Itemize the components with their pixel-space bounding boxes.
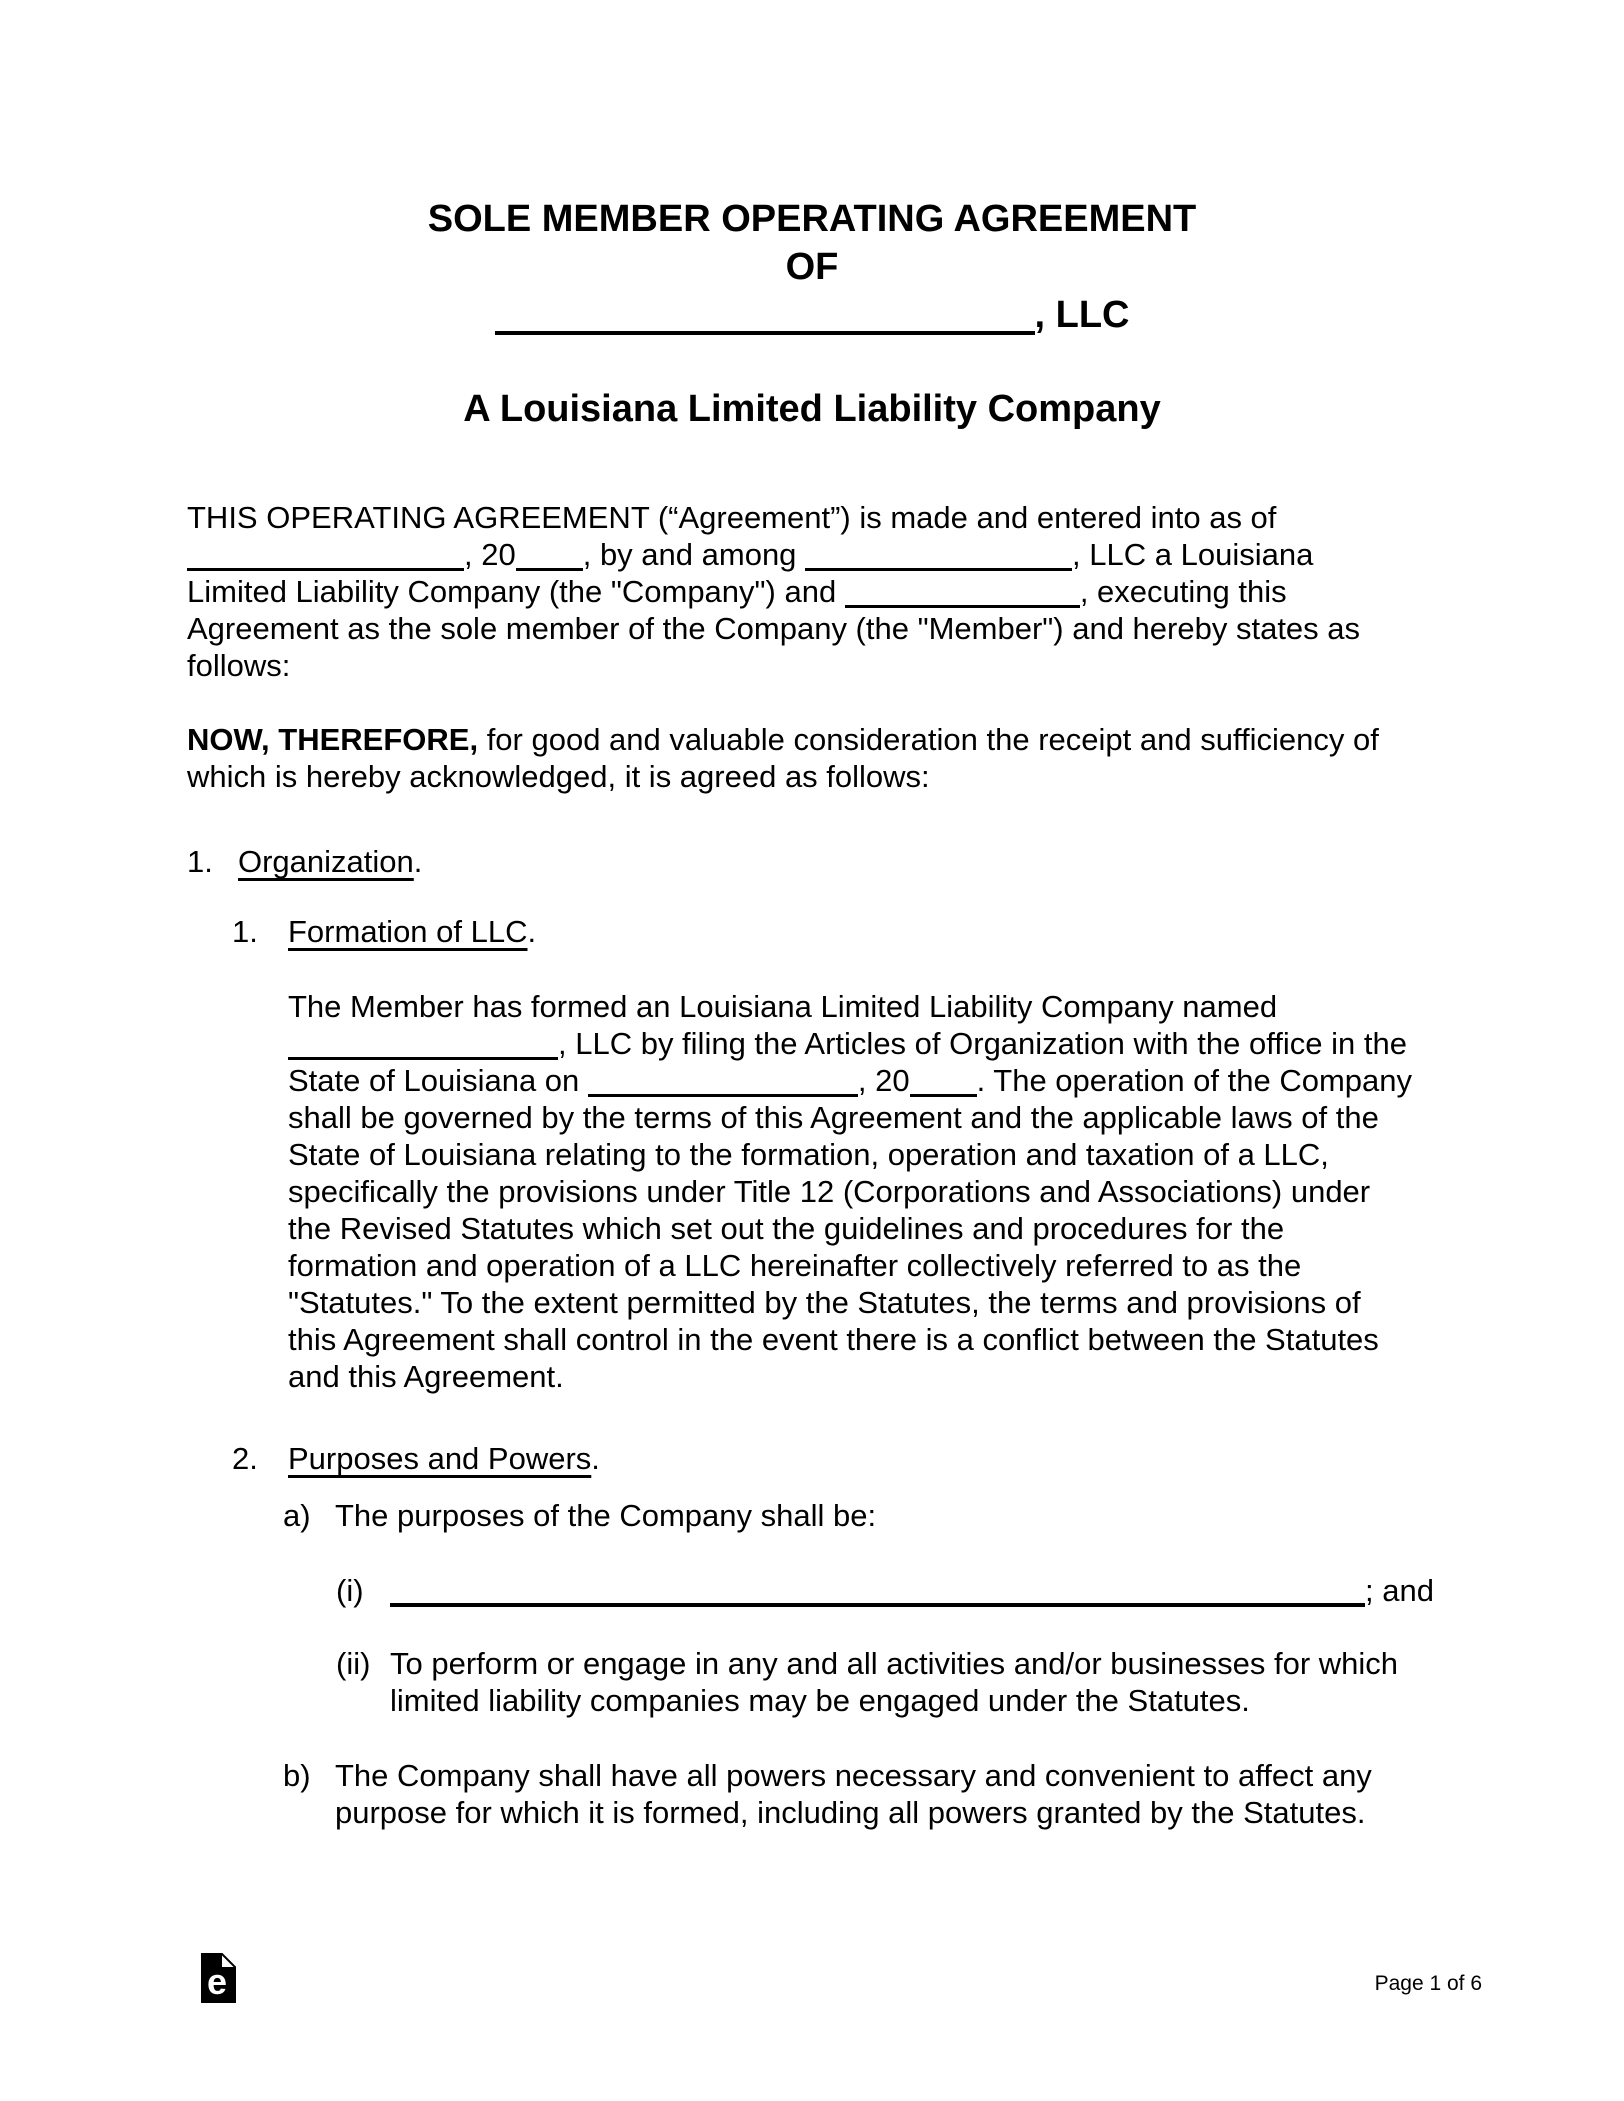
list-item-i-content xyxy=(390,1572,1434,1609)
text-segment: State of Louisiana relating to the formation, operation and taxation of a LLC, xyxy=(288,1137,1329,1172)
text-segment: , LLC xyxy=(1034,294,1130,336)
eforms-document-logo-icon xyxy=(201,1953,236,2003)
text-line xyxy=(187,647,1437,684)
text-segment: shall be governed by the terms of this Agreement and the applicable laws of the xyxy=(288,1100,1379,1135)
text-line xyxy=(288,988,1437,1025)
text-line xyxy=(187,499,1437,536)
text-line xyxy=(187,610,1437,647)
subsection-purposes-heading xyxy=(187,1440,1437,1477)
document-content xyxy=(187,0,1437,1831)
document-title xyxy=(187,195,1437,339)
text-line xyxy=(390,1645,1398,1682)
document-subtitle: A Louisiana Limited Liability Company xyxy=(463,388,1161,430)
section-number: 1. xyxy=(187,844,213,879)
text-line xyxy=(187,573,1437,610)
text-segment: The Company shall have all powers necessary and convenient to affect any xyxy=(335,1758,1372,1793)
text-line xyxy=(335,1757,1372,1794)
text-line xyxy=(288,1062,1437,1099)
list-item-b-content xyxy=(335,1757,1372,1831)
subsection-number: 1. xyxy=(232,914,258,949)
text-segment: Limited Liability Company (the "Company") and xyxy=(187,574,845,609)
text-line xyxy=(288,1247,1437,1284)
section-organization-heading xyxy=(187,843,1437,880)
text-segment: specifically the provisions under Title 12 (Corporations and Associations) under xyxy=(288,1174,1371,1209)
subsection-title: Purposes and Powers. xyxy=(288,1441,600,1476)
text-segment: THIS OPERATING AGREEMENT (“Agreement”) is made and entered into as of xyxy=(187,500,1277,535)
text-segment: "Statutes." To the extent permitted by the Statutes, the terms and provisions of xyxy=(288,1285,1361,1320)
text-line xyxy=(335,1794,1372,1831)
text-segment: Agreement as the sole member of the Company (the "Member") and hereby states as xyxy=(187,611,1361,646)
text-line xyxy=(187,721,1437,758)
now-therefore-paragraph xyxy=(187,721,1437,795)
list-item-ii xyxy=(187,1645,1437,1719)
text-segment: follows: xyxy=(187,648,291,683)
text-segment: ; and xyxy=(1365,1573,1434,1608)
text-segment: purpose for which it is formed, including all powers granted by the Statutes. xyxy=(335,1795,1366,1830)
subsection-title: Formation of LLC. xyxy=(288,914,537,949)
text-segment: for good and valuable consideration the receipt and sufficiency of xyxy=(478,722,1379,757)
text-line xyxy=(187,758,1437,795)
text-line xyxy=(288,1136,1437,1173)
text-segment: , LLC by filing the Articles of Organization with the office in the xyxy=(558,1026,1407,1061)
logo-letter: e xyxy=(206,1961,228,2002)
list-marker-b: b) xyxy=(283,1758,311,1793)
page-number: Page 1 of 6 xyxy=(1374,1972,1482,1995)
text-segment-bold: NOW, THEREFORE, xyxy=(187,722,479,757)
text-segment: which is hereby acknowledged, it is agreed as follows: xyxy=(187,759,930,794)
list-item-i xyxy=(187,1572,1437,1609)
blank-fill-in-line xyxy=(588,1094,858,1097)
text-segment: , 20 xyxy=(464,537,516,572)
list-marker-a: a) xyxy=(283,1498,311,1533)
text-segment: , 20 xyxy=(857,1063,910,1098)
title-line-2: OF xyxy=(785,246,839,288)
text-line xyxy=(288,1025,1437,1062)
blank-fill-in-line xyxy=(805,568,1072,571)
subsection-number: 2. xyxy=(232,1441,258,1476)
text-line xyxy=(187,536,1437,573)
text-line xyxy=(187,291,1437,339)
intro-paragraph xyxy=(187,499,1437,684)
text-segment: The Member has formed an Louisiana Limited Liability Company named xyxy=(288,989,1278,1024)
blank-fill-in-line xyxy=(495,331,1035,335)
text-segment: formation and operation of a LLC hereinafter collectively referred to as the xyxy=(288,1248,1302,1283)
list-item-a-text: The purposes of the Company shall be: xyxy=(335,1498,877,1533)
formation-paragraph xyxy=(288,988,1437,1395)
text-segment: , LLC a Louisiana xyxy=(1072,537,1314,572)
blank-fill-in-line xyxy=(187,568,464,571)
subsection-formation-heading xyxy=(187,913,1437,950)
blank-fill-in-line xyxy=(288,1057,558,1060)
text-segment: State of Louisiana on xyxy=(288,1063,588,1098)
list-marker-ii: (ii) xyxy=(336,1646,371,1681)
text-segment: . The operation of the Company xyxy=(976,1063,1413,1098)
list-item-a xyxy=(187,1497,1437,1534)
title-line-llc xyxy=(187,291,1437,339)
blank-fill-in-line xyxy=(845,605,1080,608)
text-line xyxy=(288,1358,1437,1395)
text-line xyxy=(288,1210,1437,1247)
text-line xyxy=(390,1572,1434,1609)
text-segment: this Agreement shall control in the event there is a conflict between the Statutes xyxy=(288,1322,1379,1357)
list-item-ii-content xyxy=(390,1645,1398,1719)
text-segment: limited liability companies may be engaged under the Statutes. xyxy=(390,1683,1250,1718)
text-segment: , executing this xyxy=(1079,574,1287,609)
text-line xyxy=(288,1173,1437,1210)
text-line xyxy=(288,1099,1437,1136)
blank-fill-in-line xyxy=(910,1094,977,1097)
text-segment: To perform or engage in any and all activities and/or businesses for which xyxy=(390,1646,1399,1681)
section-title: Organization. xyxy=(238,844,423,879)
text-line xyxy=(288,1284,1437,1321)
list-item-b xyxy=(187,1757,1437,1831)
title-line-1: SOLE MEMBER OPERATING AGREEMENT xyxy=(427,198,1197,240)
text-segment: and this Agreement. xyxy=(288,1359,564,1394)
text-segment: the Revised Statutes which set out the guidelines and procedures for the xyxy=(288,1211,1285,1246)
blank-fill-in-line xyxy=(390,1603,1365,1607)
text-segment: , by and among xyxy=(582,537,806,572)
list-marker-i: (i) xyxy=(336,1573,364,1608)
text-line xyxy=(390,1682,1398,1719)
blank-fill-in-line xyxy=(516,568,583,571)
text-line xyxy=(288,1321,1437,1358)
